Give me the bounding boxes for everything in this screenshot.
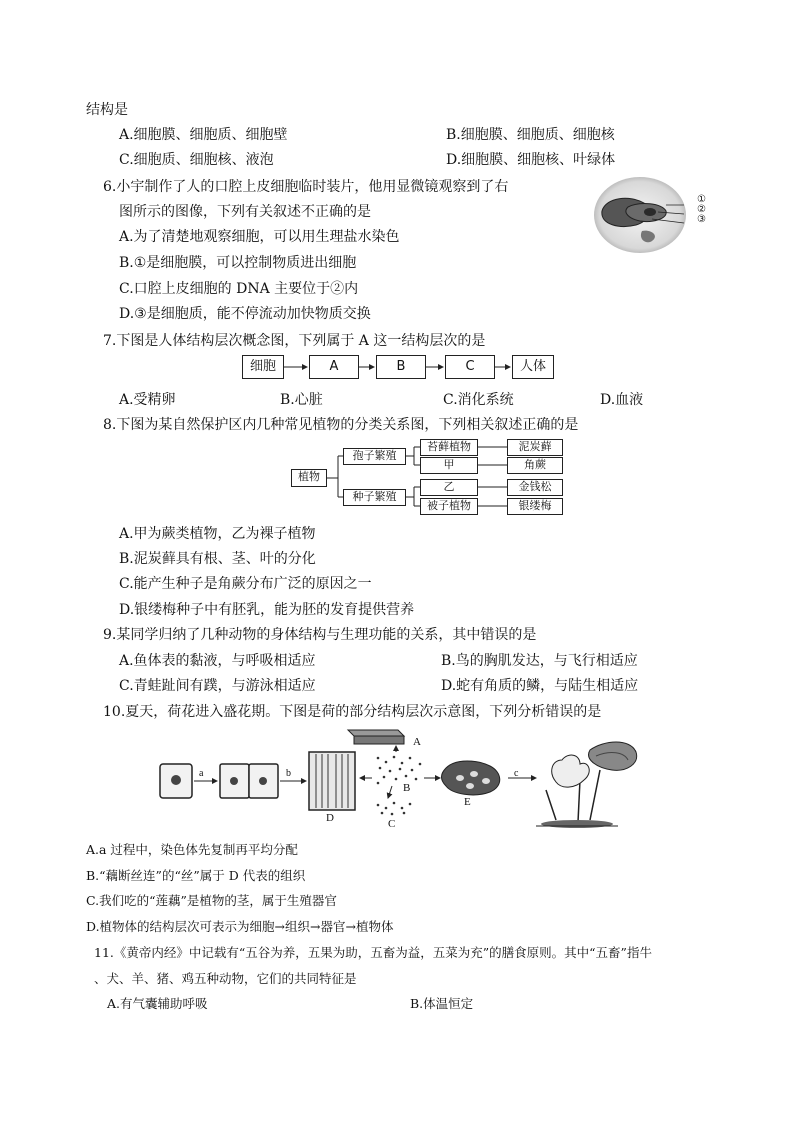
q10-label-c: c — [514, 768, 519, 779]
q6-option-d: D.③是细胞质，能不停流动加快物质交换 — [119, 306, 371, 322]
q7-flow-human: 人体 — [512, 355, 554, 379]
q8-group-jia: 甲 — [420, 457, 478, 474]
q10-stem: 10.夏天，荷花进入盛花期。下图是荷的部分结构层次示意图，下列分析错误的是 — [103, 704, 602, 720]
q10-label-b: b — [286, 768, 291, 779]
q8-option-b: B.泥炭藓具有根、茎、叶的分化 — [119, 551, 316, 567]
q9-option-d: D.蛇有角质的鳞，与陆生相适应 — [441, 678, 639, 694]
q8-leaf-parrotia: 银缕梅 — [507, 498, 563, 515]
q7-flow-c: C — [445, 355, 495, 379]
q8-root-plant: 植物 — [291, 469, 327, 487]
q5-option-a: A.细胞膜、细胞质、细胞壁 — [119, 127, 288, 143]
q11-stem-line1: 11.《黄帝内经》中记载有“五谷为养，五果为助，五畜为益，五菜为充”的膳食原则。其中“五畜”指牛 — [94, 945, 652, 960]
q5-option-c: C.细胞质、细胞核、液泡 — [119, 152, 274, 168]
q7-option-a: A.受精卵 — [119, 392, 176, 408]
q9-option-b: B.鸟的胸肌发达，与飞行相适应 — [441, 653, 638, 669]
q8-seed-reproduction: 种子繁殖 — [343, 489, 406, 506]
q8-stem: 8.下图为某自然保护区内几种常见植物的分类关系图，下列相关叙述正确的是 — [103, 417, 579, 433]
q8-leaf-golden-larch: 金钱松 — [507, 479, 563, 496]
q7-option-c: C.消化系统 — [443, 392, 514, 408]
q10-option-c: C.我们吃的“莲藕”是植物的茎，属于生殖器官 — [86, 893, 337, 908]
q8-option-c: C.能产生种子是角蕨分布广泛的原因之一 — [119, 576, 372, 592]
q7-flow-cell: 细胞 — [242, 355, 284, 379]
q6-stem-line2: 图所示的图像，下列有关叙述不正确的是 — [119, 204, 371, 220]
q9-option-c: C.青蛙趾间有蹼，与游泳相适应 — [119, 678, 316, 694]
q6-option-c: C.口腔上皮细胞的 DNA 主要位于②内 — [119, 281, 359, 297]
q8-spore-reproduction: 孢子繁殖 — [343, 448, 406, 465]
q10-label-D: D — [326, 812, 334, 824]
q7-stem: 7.下图是人体结构层次概念图，下列属于 A 这一结构层次的是 — [103, 333, 486, 349]
q10-label-E: E — [464, 796, 471, 808]
q8-group-yi: 乙 — [420, 479, 478, 496]
q7-flow-b: B — [376, 355, 426, 379]
q7-option-b: B.心脏 — [280, 392, 323, 408]
q8-leaf-sphagnum: 泥炭藓 — [507, 439, 563, 456]
q10-label-A: A — [413, 736, 421, 748]
q8-leaf-angiopteris: 角蕨 — [507, 457, 563, 474]
q8-group-moss: 苔藓植物 — [420, 439, 478, 456]
q6-stem-line1: 6.小宇制作了人的口腔上皮细胞临时装片，他用显微镜观察到了右 — [103, 179, 509, 195]
q6-label-1: ① — [697, 194, 706, 205]
q6-option-a: A.为了清楚地观察细胞，可以用生理盐水染色 — [119, 229, 400, 245]
q11-option-b: B.体温恒定 — [410, 996, 474, 1011]
q10-label-B: B — [403, 782, 411, 794]
q8-option-d: D.银缕梅种子中有胚乳，能为胚的发育提供营养 — [119, 602, 415, 618]
q5-option-b: B.细胞膜、细胞质、细胞核 — [446, 127, 615, 143]
q10-label-C: C — [388, 818, 396, 830]
q6-label-3: ③ — [697, 214, 706, 225]
q6-option-b: B.①是细胞膜，可以控制物质进出细胞 — [119, 255, 357, 271]
q10-option-d: D.植物体的结构层次可表示为细胞→组织→器官→植物体 — [86, 919, 394, 934]
q10-option-b: B.“藕断丝连”的“丝”属于 D 代表的组织 — [86, 868, 306, 883]
q11-stem-line2: 、犬、羊、猪、鸡五种动物，它们的共同特征是 — [94, 971, 357, 986]
q9-stem: 9.某同学归纳了几种动物的身体结构与生理功能的关系，其中错误的是 — [103, 627, 537, 643]
q8-option-a: A.甲为蕨类植物，乙为裸子植物 — [119, 526, 316, 542]
q8-group-angiosperm: 被子植物 — [420, 498, 478, 515]
q7-flow-a: A — [309, 355, 359, 379]
q11-option-a: A.有气囊辅助呼吸 — [107, 996, 208, 1011]
q10-option-a: A.a 过程中，染色体先复制再平均分配 — [86, 842, 298, 857]
q5-option-d: D.细胞膜、细胞核、叶绿体 — [446, 152, 616, 168]
q10-label-a: a — [199, 768, 204, 779]
q9-option-a: A.鱼体表的黏液，与呼吸相适应 — [119, 653, 316, 669]
q5-stem-tail: 结构是 — [86, 102, 128, 118]
q7-option-d: D.血液 — [600, 392, 644, 408]
q6-label-2: ② — [697, 204, 706, 215]
